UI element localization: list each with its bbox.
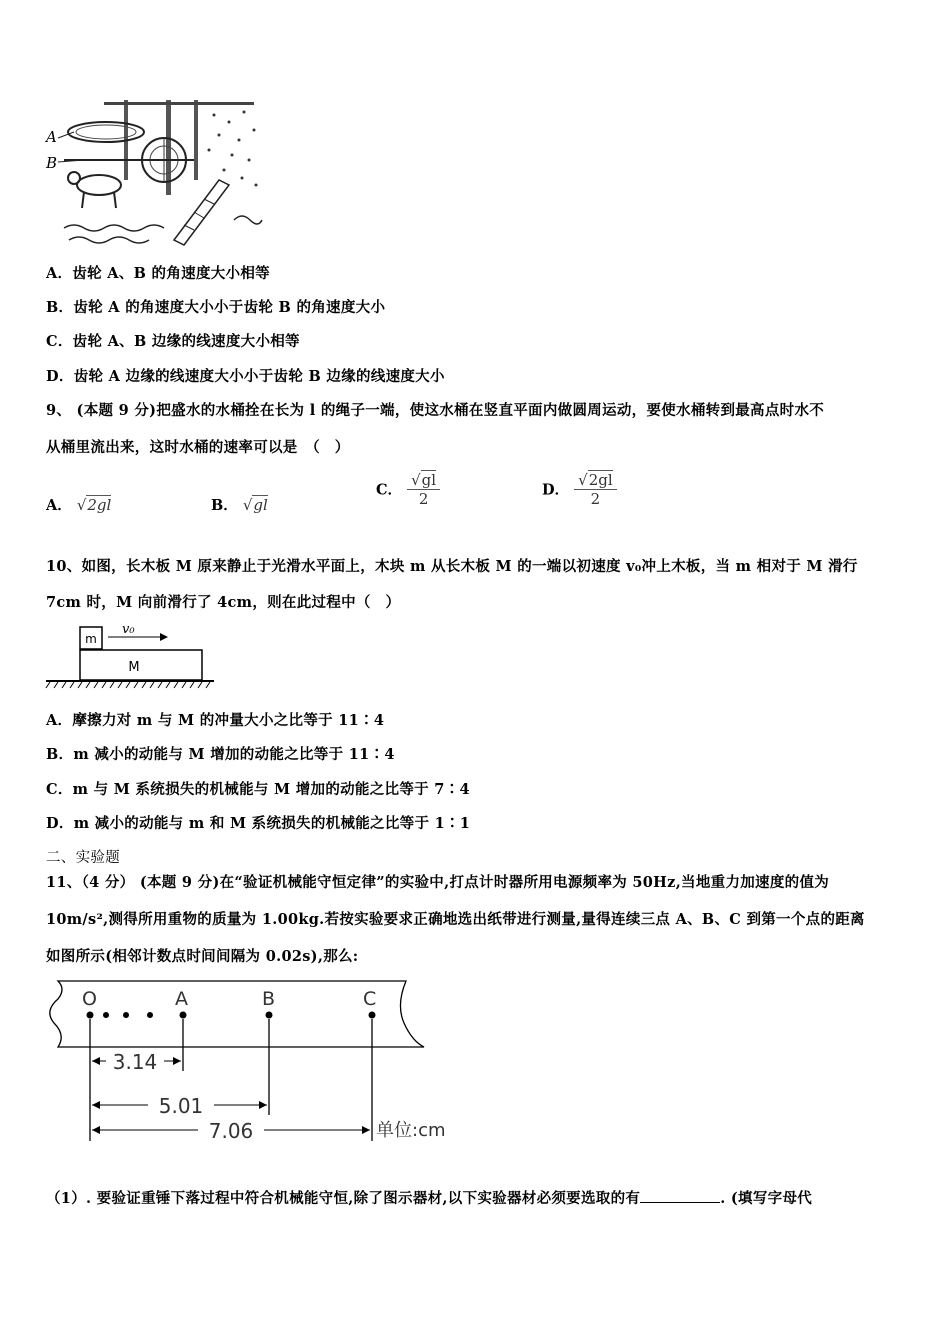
answer-blank[interactable] <box>640 1202 720 1203</box>
dot-c <box>369 1012 376 1019</box>
distance-oc: 7.06 <box>208 1119 254 1143</box>
q11-stem-line3: 如图所示(相邻计数点时间间隔为 0.02s),那么: <box>46 948 359 965</box>
gear-b-label: B <box>46 154 58 172</box>
waterwheel-figure <box>44 100 266 248</box>
q10-option-c: C．m 与 M 系统损失的机械能与 M 增加的动能之比等于 7∶4 <box>46 781 470 798</box>
point-label-o: O <box>82 988 97 1010</box>
q10-option-d: D．m 减小的动能与 m 和 M 系统损失的机械能之比等于 1∶1 <box>46 815 471 832</box>
q8-option-b: B．齿轮 A 的角速度大小小于齿轮 B 的角速度大小 <box>46 299 386 316</box>
distance-oa: 3.14 <box>112 1050 158 1074</box>
q10-option-a: A．摩擦力对 m 与 M 的冲量大小之比等于 11∶4 <box>46 712 385 729</box>
q8-option-d: D．齿轮 A 边缘的线速度大小小于齿轮 B 边缘的线速度大小 <box>46 368 445 385</box>
big-block <box>80 650 202 680</box>
q9-option-b: B． √gl <box>211 496 268 514</box>
distance-ob: 5.01 <box>158 1094 204 1118</box>
dot-a <box>180 1012 187 1019</box>
gear-a-label: A <box>46 128 57 146</box>
q9-option-c: C． $\frac{√gl}{2}$ <box>376 470 440 508</box>
section-heading: 二、实验题 <box>46 850 120 866</box>
point-label-c: C <box>363 988 377 1010</box>
q8-option-a: A．齿轮 A、B 的角速度大小相等 <box>46 265 270 282</box>
q11-stem-line1: 11、（4 分） (本题 9 分)在“验证机械能守恒定律”的实验中,打点计时器所用电源频率为 50Hz,当地重力加速度的值为 <box>46 874 830 891</box>
unit-label: 单位:cm <box>376 1120 446 1141</box>
big-block-label: M <box>128 660 140 675</box>
point-label-b: B <box>262 988 276 1010</box>
q9-option-a: A． √2gl <box>46 496 112 514</box>
q10-stem-line1: 10、如图，长木板 M 原来静止于光滑水平面上，木块 m 从长木板 M 的一端以初速度 v₀冲上木板，当 m 相对于 M 滑行 <box>46 558 858 575</box>
dot-o <box>87 1012 94 1019</box>
small-block-label: m <box>85 632 97 646</box>
q9-option-d: D． $\frac{√2gl}{2}$ <box>542 470 617 508</box>
q10-option-b: B．m 减小的动能与 M 增加的动能之比等于 11∶4 <box>46 746 395 763</box>
block-board-figure <box>44 620 216 690</box>
dot-b <box>266 1012 273 1019</box>
paper-tape-figure <box>44 975 474 1150</box>
q11-sub1: （1）. 要验证重锤下落过程中符合机械能守恒,除了图示器材,以下实验器材必须要选取的有 . (填写字母代 <box>46 1190 813 1207</box>
velocity-label: v₀ <box>122 622 135 637</box>
q9-stem-line2: 从桶里流出来，这时水桶的速率可以是 （ ） <box>46 439 350 456</box>
q9-stem-line1: 9、 (本题 9 分)把盛水的水桶拴在长为 l 的绳子一端，使这水桶在竖直平面内做圆周运动，要使水桶转到最高点时水不 <box>46 402 825 419</box>
q11-stem-line2: 10m/s²,测得所用重物的质量为 1.00kg.若按实验要求正确地选出纸带进行测量,量得连续三点 A、B、C 到第一个点的距离 <box>46 911 865 928</box>
q10-stem-line2: 7cm 时，M 向前滑行了 4cm，则在此过程中（ ） <box>46 594 401 611</box>
q8-option-c: C．齿轮 A、B 边缘的线速度大小相等 <box>46 333 300 350</box>
point-label-a: A <box>175 988 188 1010</box>
